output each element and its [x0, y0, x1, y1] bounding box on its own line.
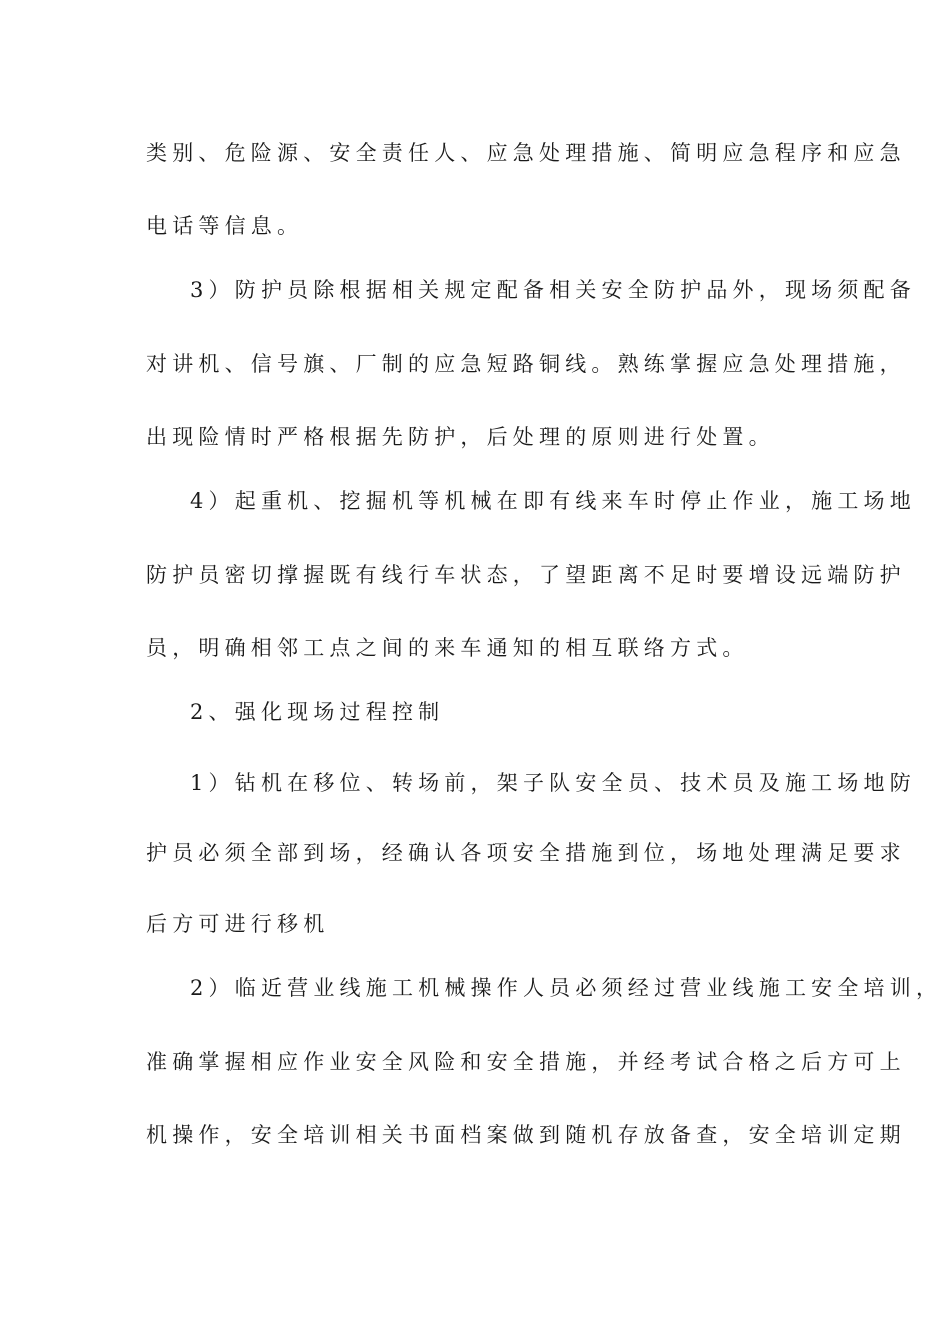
paragraph-1-line: 1）钻机在移位、转场前，架子队安全员、技术员及施工场地防 — [190, 771, 916, 795]
text-line: 机操作，安全培训相关书面档案做到随机存放备查，安全培训定期 — [146, 1123, 906, 1147]
paragraph-2-line: 2）临近营业线施工机械操作人员必须经过营业线施工安全培训， — [190, 976, 943, 1000]
text-line: 电话等信息。 — [146, 214, 304, 238]
section-heading: 2、强化现场过程控制 — [190, 700, 445, 724]
text-line: 员，明确相邻工点之间的来车通知的相互联络方式。 — [146, 636, 749, 660]
text-line: 护员必须全部到场，经确认各项安全措施到位，场地处理满足要求 — [146, 841, 906, 865]
text-line: 后方可进行移机 — [146, 912, 330, 936]
text-line: 防护员密切撑握既有线行车状态，了望距离不足时要增设远端防护 — [146, 563, 906, 587]
paragraph-4-line: 4）起重机、挖掘机等机械在即有线来车时停止作业，施工场地 — [190, 489, 916, 513]
text-line: 类别、危险源、安全责任人、应急处理措施、简明应急程序和应急 — [146, 141, 906, 165]
paragraph-3-line: 3）防护员除根据相关规定配备相关安全防护品外，现场须配备 — [190, 278, 916, 302]
text-line: 对讲机、信号旗、厂制的应急短路铜线。熟练掌握应急处理措施， — [146, 352, 906, 376]
text-line: 出现险情时严格根据先防护，后处理的原则进行处置。 — [146, 425, 775, 449]
text-line: 准确掌握相应作业安全风险和安全措施，并经考试合格之后方可上 — [146, 1050, 906, 1074]
